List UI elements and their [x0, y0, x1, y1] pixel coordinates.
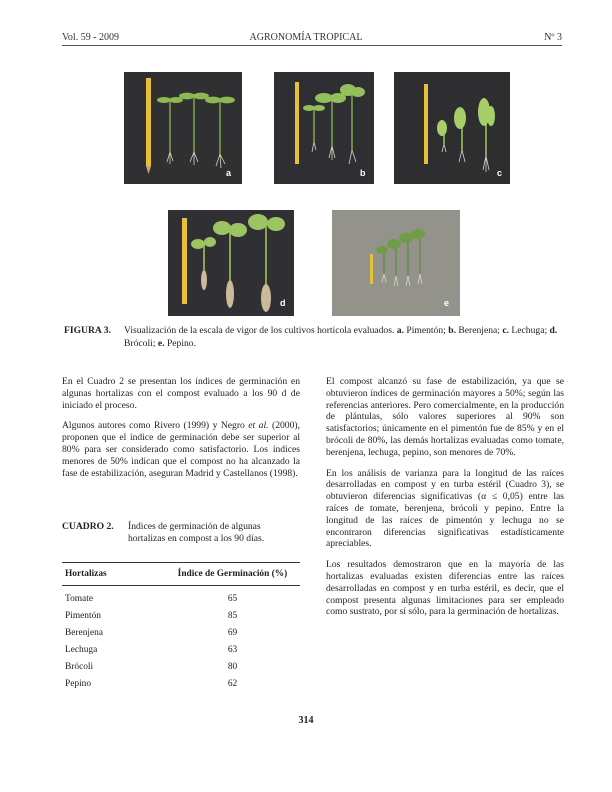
- figure-photo-b: [274, 72, 374, 184]
- table-cell-value: 62: [227, 678, 238, 689]
- table-cell-crop: Berenjena: [65, 627, 103, 638]
- figure-photo-c: [394, 72, 510, 184]
- figure-photo-e: [332, 210, 460, 316]
- table-row: [62, 607, 300, 624]
- panel-label-c: c: [497, 168, 503, 178]
- figure-photo-a: [124, 72, 242, 184]
- table-cell-crop: Pepino: [65, 678, 92, 689]
- table-row: [62, 675, 300, 692]
- figure-caption: [64, 325, 562, 350]
- figure-label: FIGURA 3.: [64, 325, 111, 336]
- paragraph: Los resultados demostraron que en la mayoría de las hortalizas evaluadas existen diferencias entre las raíces desarrolladas en compost y en turba estéril, es decir, que el compost presenta algunas limitaciones para ser empleado como sustrato, por sí sólo, para la germinación de hortalizas.: [326, 559, 564, 618]
- figure-photo-d: [168, 210, 294, 316]
- table-cell-value: 80: [227, 661, 238, 672]
- paragraph: Algunos autores como Rivero (1999) y Negro et al. (2000), proponen que el índice de germinación debe ser superior al 80% para ser considerado como satisfactorio. Los índices menores de 50% indican que el compost no ha alcanzado la fase de estabilización, aseguran Madrid y Castellanos (1998).: [62, 420, 300, 479]
- panel-label-a: a: [226, 168, 232, 178]
- table-caption: [62, 521, 300, 545]
- table-header-row: [62, 563, 300, 586]
- header-rule: [62, 45, 562, 46]
- table-cell-crop: Tomate: [65, 593, 93, 604]
- figure-caption-text: Visualización de la escala de vigor de los cultivos hortícola evaluados. a. Pimentón; b. Berenjena; c. Lechuga; d. Brócoli; e. Pepino.: [124, 325, 558, 349]
- table-row: [62, 658, 300, 675]
- table-cell-value: 63: [227, 644, 238, 655]
- table-cell-value: 69: [227, 627, 238, 638]
- table-row: [62, 641, 300, 658]
- germination-table: [62, 562, 300, 692]
- table-cell-crop: Lechuga: [65, 644, 98, 655]
- table-cell-crop: Brócoli: [65, 661, 94, 672]
- panel-label-d: d: [280, 298, 286, 308]
- page-number: 314: [298, 715, 314, 726]
- running-header-journal: AGRONOMÍA TROPICAL: [249, 32, 363, 43]
- table-row: [62, 590, 300, 607]
- table-cell-value: 85: [227, 610, 238, 621]
- right-column: [326, 376, 564, 627]
- table-header-index: Índice de Germinación (%): [177, 569, 288, 579]
- left-column: [62, 376, 300, 488]
- running-header-volume: Vol. 59 - 2009: [62, 32, 120, 43]
- table-header-crop: Hortalizas: [65, 569, 107, 579]
- panel-label-b: b: [360, 168, 366, 178]
- paragraph: El compost alcanzó su fase de estabilización, ya que se obtuvieron índices de germinación mayores a 50%; según las referencias anteriores. Pero comercialmente, en la producción de plántulas, sólo valores superiores al 90% son satisfactorios; únicamente en el pimentón fue de 85% y en el brócoli de 80%, las demás hortalizas evaluadas como tomate, berenjena, lechuga, pepino, son menores de 70%.: [326, 376, 564, 458]
- paragraph: En los análisis de varianza para la longitud de las raíces desarrolladas en compost y en turba estéril (Cuadro 3), se obtuvieron diferencias significativas (α ≤ 0,05) entre las raíces de tomate, berenjena, brócoli y pepino. Entre la longitud de las raíces de pimentón y lechuga no se encontraron diferencias significativas estadísticamente apreciables.: [326, 467, 564, 550]
- running-header-issue: Nº 3: [544, 32, 562, 43]
- table-cell-crop: Pimentón: [65, 610, 101, 621]
- table-cell-value: 65: [227, 593, 238, 604]
- panel-label-e: e: [444, 298, 450, 308]
- table-label: CUADRO 2.: [62, 521, 114, 532]
- table-row: [62, 624, 300, 641]
- table-caption-text: Índices de germinación de algunas hortalizas en compost a los 90 días.: [128, 521, 265, 544]
- paragraph: En el Cuadro 2 se presentan los índices de germinación en algunas hortalizas con el compost evaluado a los 90 d de iniciado el proceso.: [62, 376, 300, 411]
